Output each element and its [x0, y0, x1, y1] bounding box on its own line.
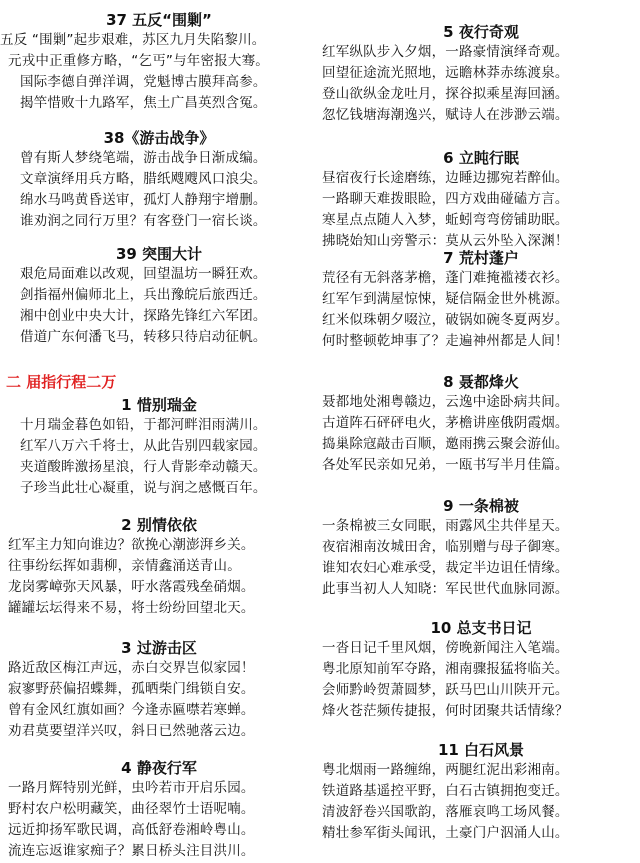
- poem-line: 红军主力知向谁边？欲挽心潮澎湃乡关。: [8, 537, 255, 553]
- poem-line: 湘中创业中央大计，探路先锋红六军团。: [20, 308, 267, 324]
- poem-9: [322, 496, 640, 600]
- poem-line: 夜宿湘南汝城田舍，临别赠与母子御寒。: [322, 539, 569, 555]
- poem-line: 精壮参军街头闻讯，土豪门户泅涌人山。: [322, 825, 569, 841]
- poem-line: 一沓日记千里风烟，傍晚新闻注入笔端。: [322, 640, 569, 656]
- poem-line: 国际李德自弹洋调，党魁博古膜拜高参。: [20, 74, 267, 90]
- poem-5: [322, 22, 640, 126]
- poem-line: 寒星点点随人入梦，蚯蚓弯弯傍铺助眠。: [322, 212, 569, 228]
- poem-10: [322, 618, 640, 722]
- poem-title: 7 荒村蓬户: [443, 249, 519, 267]
- poem-line: 聂都地处湘粤赣边，云逸中途卧病共间。: [322, 394, 569, 410]
- poem-line: 粤北烟雨一路缠绵，两腿红泥出彩湘南。: [322, 762, 569, 778]
- poem-title: 2 别情依依: [121, 516, 197, 534]
- poem-line: 劝君莫要望洋兴叹，斜日已然驰落云边。: [8, 723, 255, 739]
- poem-line: 铁道路基遥控平野，白石古镇拥抱变迁。: [322, 783, 569, 799]
- poem-line: 曾有斯人梦绕笔端，游击战争日渐成编。: [20, 150, 267, 166]
- poem-title: 39 突围大计: [115, 245, 203, 263]
- poem-title: 3 过游击区: [121, 639, 197, 657]
- poem-line: 一路聊天难拨眼睑，四方戏曲碰磕方言。: [322, 191, 569, 207]
- poem-37: [0, 10, 318, 114]
- poem-line: 龙岗雾嶂弥天风暴，吁水落霞残垒硝烟。: [8, 579, 255, 595]
- poem-7: [322, 248, 640, 352]
- poem-line: 何时整顿乾坤事了？走遍神州都是人间！: [322, 333, 569, 349]
- poem-line: 野村农户松明藏笑，曲径翠竹士语呢喃。: [8, 801, 255, 817]
- poem-line: 会师黔岭贺萧圆梦，跃马巴山川陕开元。: [322, 682, 569, 698]
- poem-line: 远近抑扬军歌民调，高低舒卷湘岭粤山。: [8, 822, 255, 838]
- poem-line: 五反 “围剿”起步艰难，苏区九月失陷黎川。: [0, 32, 266, 48]
- poem-6: [322, 148, 640, 252]
- poem-title: 5 夜行奇观: [443, 23, 519, 41]
- poem-line: 各处军民亲如兄弟，一瓯书写半月佳篇。: [322, 457, 569, 473]
- poem-line: 元戎中正重修方略，“乞丐”与年密报大骞。: [8, 53, 269, 69]
- poem-line: 红军八万六千将士，从此告别四载家园。: [20, 438, 267, 454]
- poem-title: 37 五反“围剿”: [106, 11, 212, 29]
- poem-line: 往事纷纭挥如翡柳，亲情鑫涌送青山。: [8, 558, 241, 574]
- poem-line: 谁知农妇心难承受，裁定半边诅任情缘。: [322, 560, 569, 576]
- poem-line: 路近敌区梅江声远，赤白交界岂似家园！: [8, 660, 255, 676]
- poem-line: 红米似珠朝夕啜泣，破锅如碗冬夏两岁。: [322, 312, 569, 328]
- poem-line: 一条棉被三女同眠，雨露风尘共伴星天。: [322, 518, 569, 534]
- section-heading: 二 届指行程二万: [6, 373, 117, 391]
- poem-line: 子珍当此壮心凝重，说与润之感慨百年。: [20, 480, 267, 496]
- poem-4: [0, 758, 318, 862]
- poem-38: [0, 128, 318, 232]
- poem-line: 昼宿夜行长途磨练，边睡边挪宛若醉仙。: [322, 170, 569, 186]
- poem-line: 忽忆钱塘海潮逸兴，赋诗人在涉渺云端。: [322, 107, 569, 123]
- poem-title: 8 聂都烽火: [443, 373, 519, 391]
- poem-title: 11 白石风景: [437, 741, 525, 759]
- poem-line: 粤北原知前军夺路，湘南骤报猛将临关。: [322, 661, 569, 677]
- poem-line: 绵水马鸣黄昏送审，孤灯人静翔宇增删。: [20, 192, 267, 208]
- poem-line: 烽火苍茫频传捷报，何时团聚共话情缘？: [322, 703, 569, 719]
- poem-line: 红军乍到满屋惊悚，疑信隔金世外桃源。: [322, 291, 569, 307]
- poem-line: 剑指福州偏师北上，兵出豫皖后旅西迁。: [20, 287, 267, 303]
- poem-line: 曾有金风红旗如画？今逢赤匾噤若寒蝉。: [8, 702, 255, 718]
- poem-title: 6 立盹行眠: [443, 149, 519, 167]
- poem-line: 拂晓始知山旁警示：莫从云外坠入深渊！: [322, 233, 569, 249]
- poem-line: 此事当初人人知晓：军民世代血脉同源。: [322, 581, 569, 597]
- poem-title: 38《游击战争》: [103, 129, 215, 147]
- poem-line: 清波舒卷兴国歌韵，落雁哀鸣工场风餐。: [322, 804, 569, 820]
- poem-line: 回望征途流光照地，远瞻林莽赤练渡泉。: [322, 65, 569, 81]
- poem-11: [322, 740, 640, 844]
- poem-line: 十月瑞金暮色如铅，于都河畔泪雨满川。: [20, 417, 267, 433]
- poem-line: 捣巢除寇敲击百顺，邀雨携云聚会游仙。: [322, 436, 569, 452]
- poem-line: 荒径有无斜落茅檐，蓬门难掩褴褛衣衫。: [322, 270, 569, 286]
- poem-3: [0, 638, 318, 742]
- poem-1: [0, 395, 318, 499]
- poem-title: 9 一条棉被: [443, 497, 519, 515]
- poem-line: 一路月辉特别光鲜，虫吟若市开启乐园。: [8, 780, 255, 796]
- poem-line: 夹道酸眸激扬星浪，行人背影牵动赣天。: [20, 459, 267, 475]
- poem-line: 登山欲纵金龙吐月，探谷拟乘星海回涵。: [322, 86, 569, 102]
- poem-39: [0, 244, 318, 348]
- poem-line: 红军纵队步入夕烟，一路豪情演绎奇观。: [322, 44, 569, 60]
- poem-line: 文章演绎用兵方略，腊纸飕飕风口浪尖。: [20, 171, 267, 187]
- poem-title: 4 静夜行军: [121, 759, 197, 777]
- poem-line: 借道广东何潘飞马，转移只待启动征帆。: [20, 329, 267, 345]
- poem-line: 谁劝润之同行万里？有客登门一宿长谈。: [20, 213, 267, 229]
- poem-2: [0, 515, 318, 619]
- poem-line: 流连忘返谁家痴子？累日桥头注目洪川。: [8, 843, 255, 859]
- poem-line: 罐罐坛坛得来不易，将士纷纷回望北天。: [8, 600, 255, 616]
- poem-line: 寂寥野菸偏招蝶舞，孤晒柴门缉锁自安。: [8, 681, 255, 697]
- poem-line: 揭竿惜败十九路军，焦土广昌英烈含冤。: [20, 95, 267, 111]
- poem-line: 古道阵石砰砰电火，茅檐讲座俄阴霞烟。: [322, 415, 569, 431]
- poem-8: [322, 372, 640, 476]
- poem-title: 10 总支书日记: [430, 619, 532, 637]
- poem-line: 艰危局面难以改观，回望温坊一瞬狂欢。: [20, 266, 267, 282]
- poem-title: 1 惜别瑞金: [121, 396, 197, 414]
